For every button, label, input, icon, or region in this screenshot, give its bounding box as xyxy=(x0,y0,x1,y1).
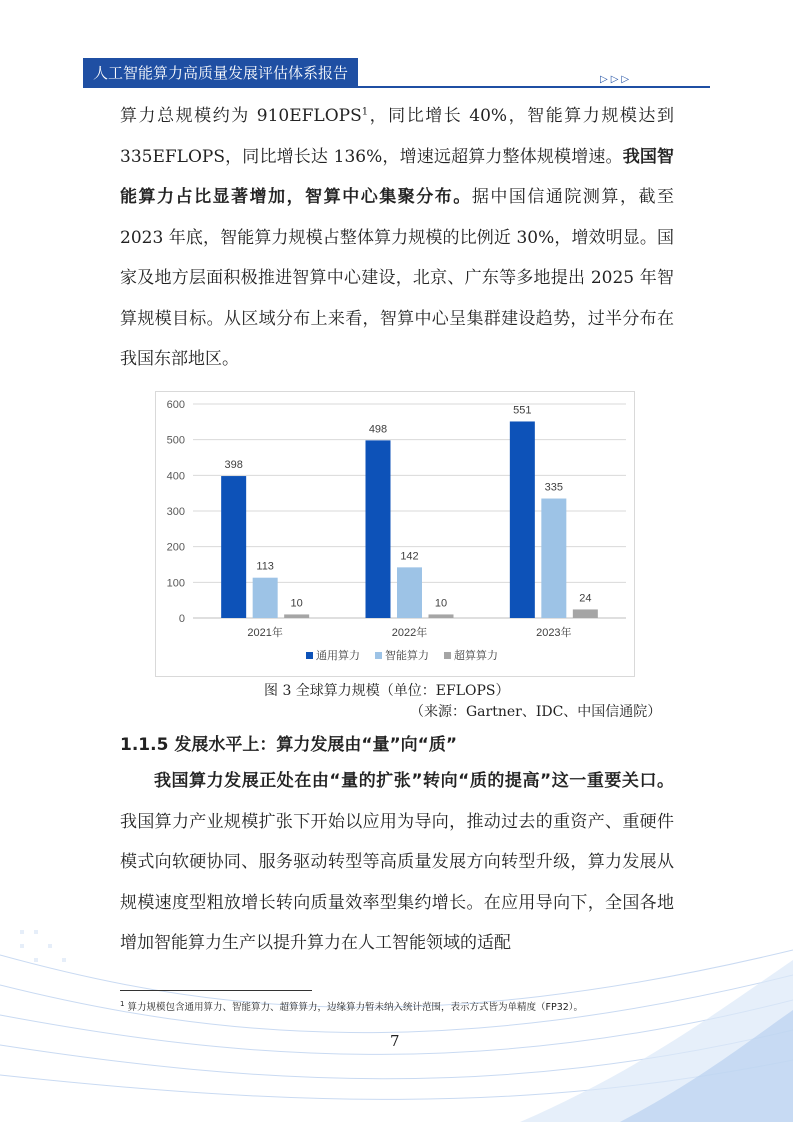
x-tick-label: 2022年 xyxy=(391,627,428,639)
data-label: 335 xyxy=(544,481,564,494)
paragraph-text: 我国算力产业规模扩张下开始以应用为导向，推动过去的重资产、重硬件模式向软硬协同、服务驱动转型等高质量发展方向转型升级，算力发展从规模速度型粗放增长转向质量效率型集约增长。在应用导向下，全国各地增加智能算力生产以提升算力在人工智能领域的适配 xyxy=(120,811,674,953)
bar xyxy=(221,476,246,618)
paragraph-text: 算力总规模约为 910EFLOPS xyxy=(120,106,362,126)
footnote-text: 算力规模包含通用算力、智能算力、超算算力，边缘算力暂未纳入统计范围，表示方式皆为单精度（FP32）。 xyxy=(127,1002,584,1013)
y-tick-label: 600 xyxy=(166,399,185,411)
header-rule xyxy=(358,86,710,88)
bold-key-statement: 我国智能算力占比显著增加，智算中心集聚分布。 xyxy=(120,146,675,207)
bar xyxy=(284,614,309,618)
footnote-reference[interactable]: 1 xyxy=(361,106,369,118)
data-label: 113 xyxy=(256,560,274,573)
x-tick-label: 2023年 xyxy=(536,627,572,639)
header-arrows-icon: ▷▷▷ xyxy=(600,74,633,85)
bar xyxy=(253,578,278,618)
report-header-title: 人工智能算力高质量发展评估体系报告 xyxy=(83,58,358,88)
data-label: 142 xyxy=(400,550,419,563)
legend-label: 超算算力 xyxy=(454,649,498,662)
legend-label: 通用算力 xyxy=(316,649,360,662)
data-label: 498 xyxy=(368,423,388,436)
footnote-rule xyxy=(120,990,312,991)
chart-svg xyxy=(156,392,636,678)
y-tick-label: 100 xyxy=(166,577,185,590)
paragraph-text: ，同比增长 40%，智能算力规模达到 335EFLOPS，同比增长达 136%，增速远超算力整体规模增速。 xyxy=(120,106,674,167)
bar xyxy=(366,440,391,618)
footnote xyxy=(120,999,583,1013)
bar xyxy=(429,614,454,618)
legend-swatch xyxy=(306,652,313,659)
y-tick-label: 500 xyxy=(166,434,185,447)
x-tick-label: 2021年 xyxy=(247,627,283,639)
figure-caption: 图 3 全球算力规模（单位：EFLOPS） xyxy=(264,683,510,699)
y-tick-label: 300 xyxy=(166,506,185,518)
page-number: 7 xyxy=(390,1032,400,1050)
legend-label: 智能算力 xyxy=(385,649,429,662)
data-label: 551 xyxy=(513,404,532,417)
y-tick-label: 0 xyxy=(178,613,185,625)
y-tick-label: 200 xyxy=(166,541,185,554)
bar xyxy=(573,609,598,618)
paragraph-text: 据中国信通院测算，截至 2023 年底，智能算力规模占整体算力规模的比例近 30%，增效明显。国家及地方层面积极推进智算中心建设，北京、广东等多地提出 2025 年智算规模目标。从区域分布上来看，智算中心呈集群建设趋势，过半分布在我国东部地区。 xyxy=(120,187,675,369)
bar xyxy=(397,567,422,618)
footnote-mark: 1 xyxy=(120,999,125,1008)
bar xyxy=(541,499,566,618)
body-paragraph-1 xyxy=(120,96,674,380)
section-heading: 1.1.5 发展水平上：算力发展由“量”向“质” xyxy=(120,735,458,755)
figure-source: （来源：Gartner、IDC、中国信通院） xyxy=(410,704,662,720)
data-label: 10 xyxy=(290,597,303,610)
y-tick-label: 400 xyxy=(166,470,185,483)
data-label: 24 xyxy=(579,592,592,605)
data-label: 398 xyxy=(224,459,243,472)
legend-swatch xyxy=(444,652,451,659)
body-paragraph-2 xyxy=(120,761,674,964)
data-label: 10 xyxy=(434,597,448,610)
bold-key-statement: 我国算力发展正处在由“量的扩张”转向“质的提高”这一重要关口。 xyxy=(154,771,674,791)
bar-chart xyxy=(155,391,635,677)
bar xyxy=(510,421,535,618)
legend-swatch xyxy=(375,652,382,659)
